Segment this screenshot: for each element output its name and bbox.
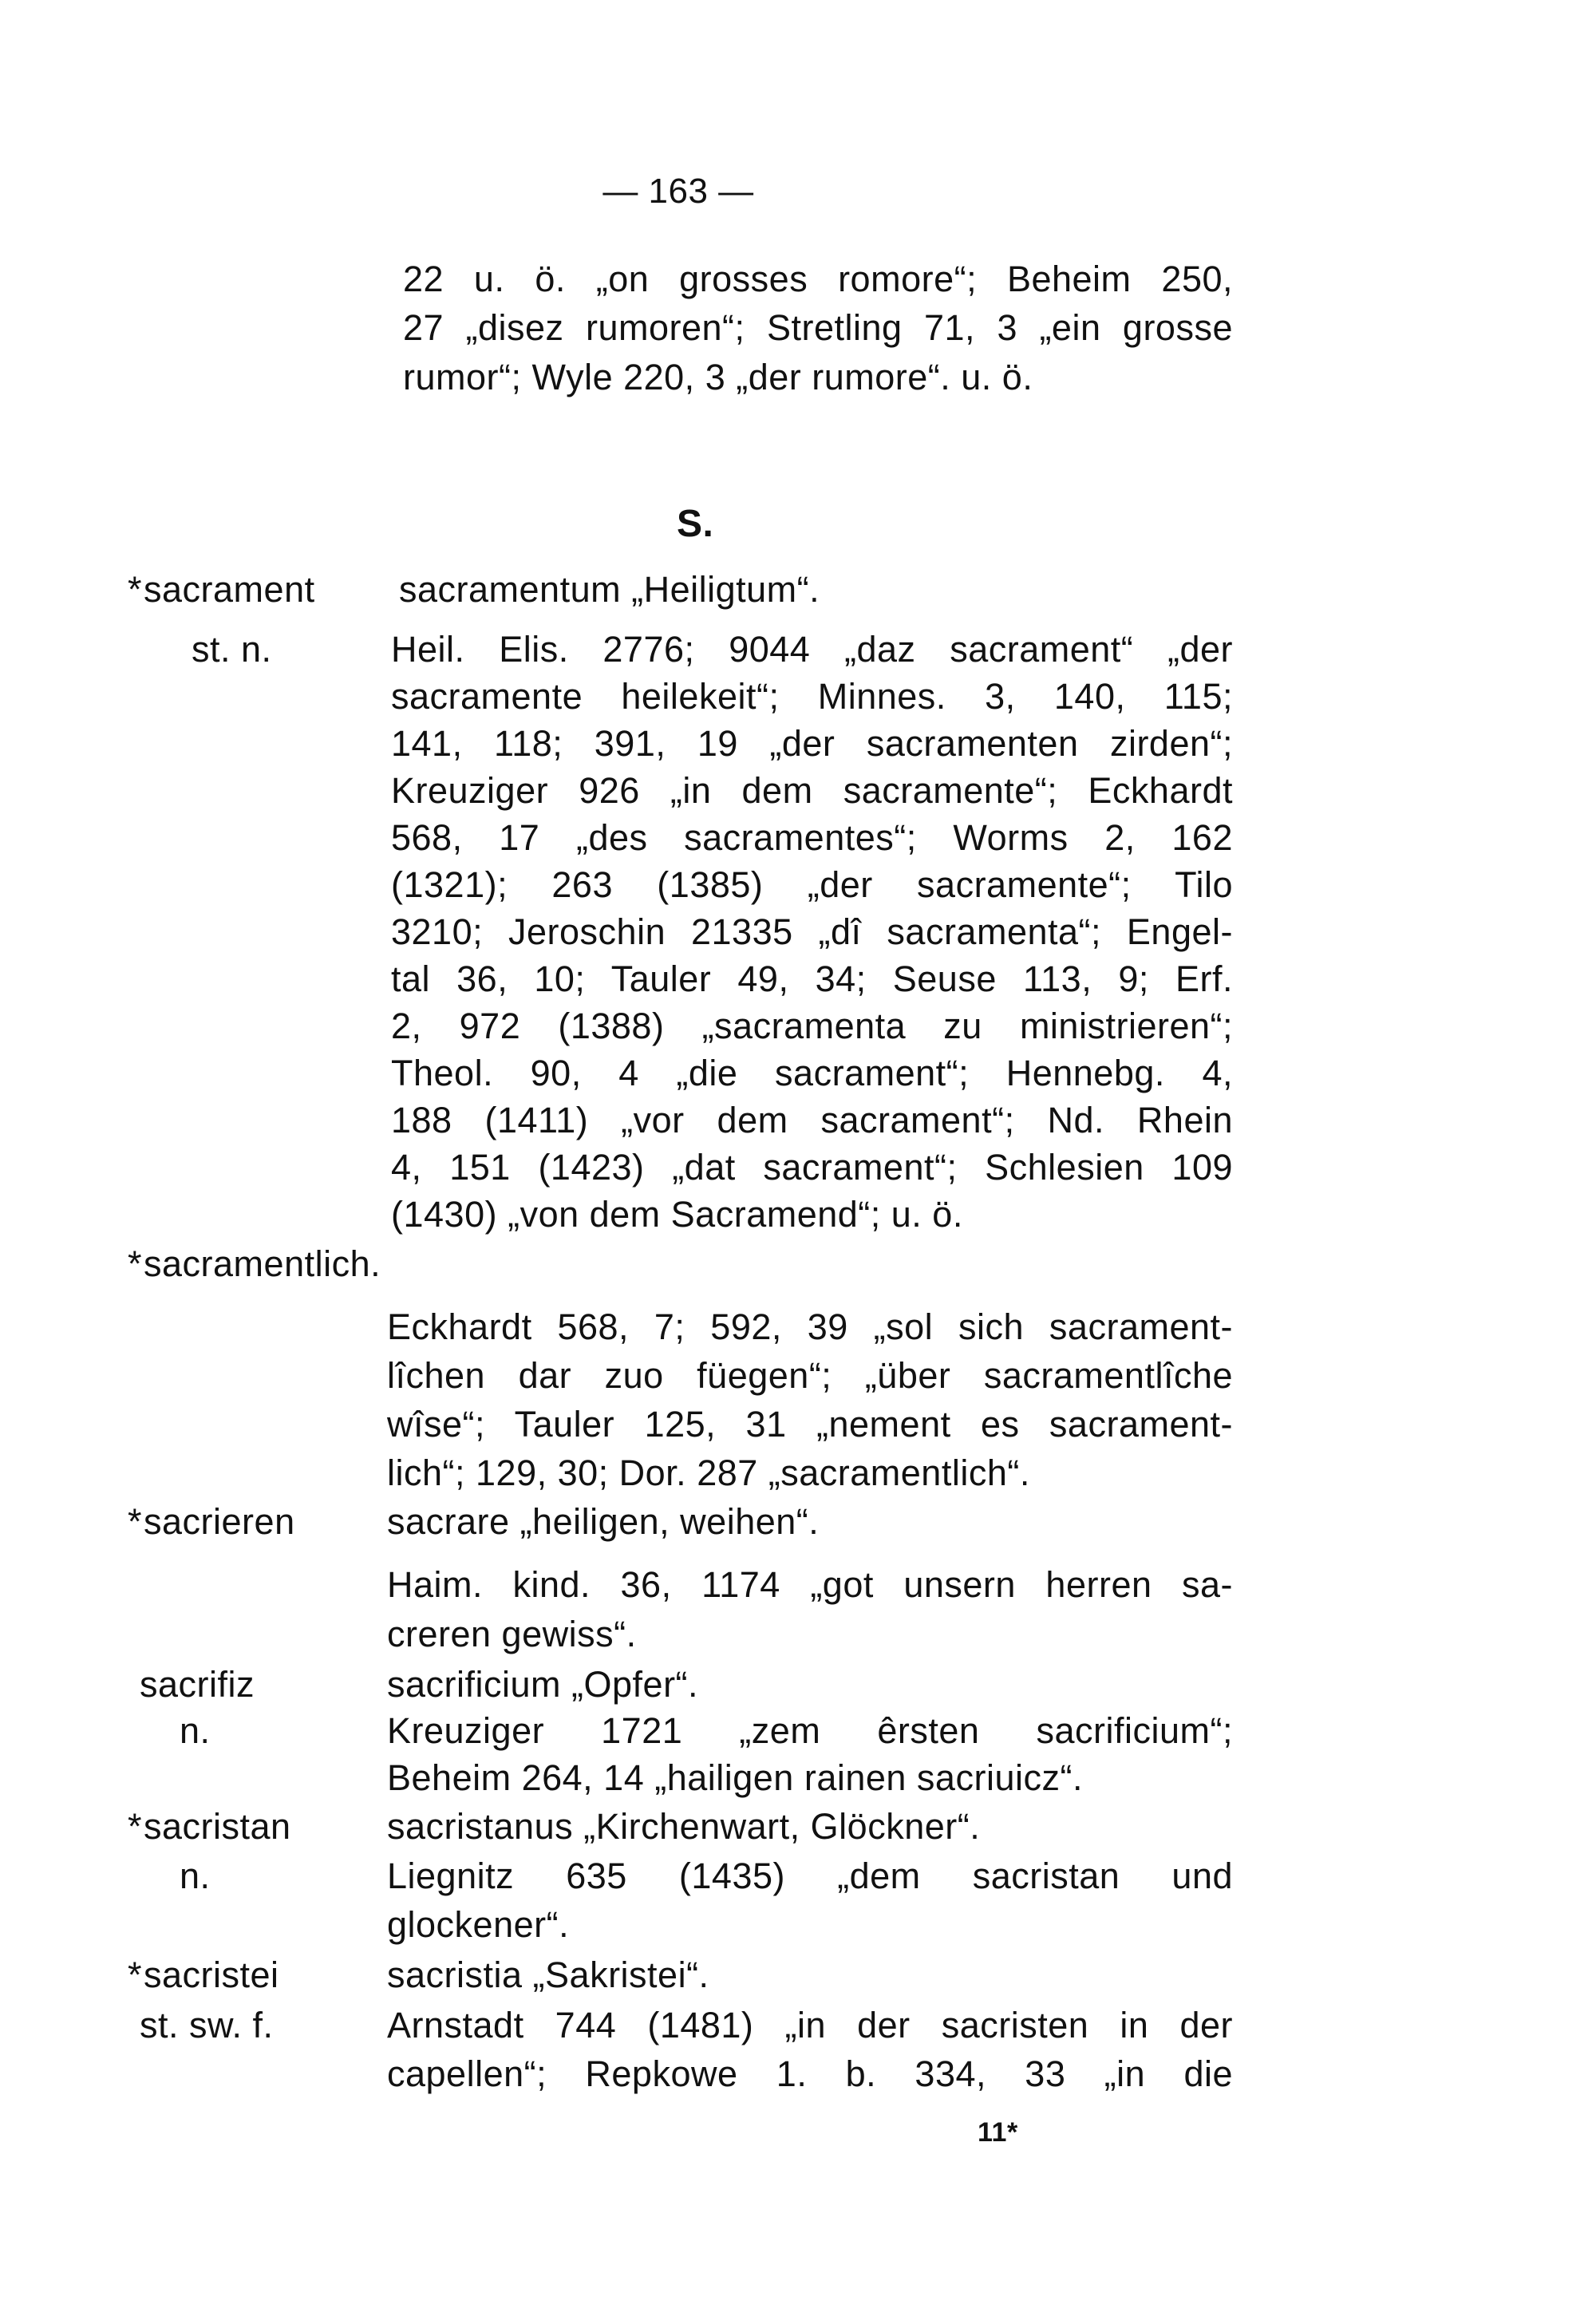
citation-line: lich“; 129, 30; Dor. 287 „sacramentlich“. [387,1452,1030,1493]
citation-line: capellen“; Repkowe 1. b. 334, 33 „in die [387,2053,1233,2094]
headword-sacramentlich [128,1243,381,1284]
citation-line: Eckhardt 568, 7; 592, 39 „sol sich sacrament- [387,1306,1233,1347]
citation-line: lîchen dar zuo füegen“; „über sacramentlîche [387,1355,1233,1396]
citation-line: Arnstadt 744 (1481) „in der sacristen in der [387,2005,1233,2045]
intro-line: 22 u. ö. „on grosses romore“; Beheim 250, [403,259,1233,299]
citation-line: wîse“; Tauler 125, 31 „nement es sacrament- [387,1404,1233,1445]
asterisk: * [128,1243,143,1284]
grammar-label: st. sw. f. [140,2005,274,2045]
headword-label: sacristei [144,1954,279,1995]
grammar-label: n. [180,1856,211,1896]
citation-line: Haim. kind. 36, 1174 „got unsern herren sa- [387,1564,1233,1605]
headword-sacristan [128,1806,291,1847]
citation-line: 568, 17 „des sacramentes“; Worms 2, 162 [391,817,1233,858]
citation-line: (1430) „von dem Sacramend“; u. ö. [391,1194,963,1235]
intro-line: 27 „disez rumoren“; Stretling 71, 3 „ein grosse [403,307,1233,348]
asterisk: * [128,1806,143,1847]
citation-line: glockener“. [387,1904,570,1945]
definition-line: sacramentum „Heiligtum“. [399,569,820,610]
headword-label: sacrament [144,569,315,610]
citation-line: 3210; Jeroschin 21335 „dî sacramenta“; Engel- [391,911,1233,952]
citation-line: tal 36, 10; Tauler 49, 34; Seuse 113, 9; Erf. [391,958,1233,999]
citation-line: 4, 151 (1423) „dat sacrament“; Schlesien 109 [391,1147,1233,1188]
asterisk: * [128,569,143,610]
citation-line: Theol. 90, 4 „die sacrament“; Hennebg. 4, [391,1053,1233,1093]
citation-line: Kreuziger 926 „in dem sacramente“; Eckhardt [391,770,1233,811]
definition-line: sacrificium „Opfer“. [387,1664,699,1705]
page-number: — 163 — [602,172,754,211]
signature-mark: 11* [978,2117,1018,2148]
grammar-label: n. [180,1710,211,1751]
citation-line: (1321); 263 (1385) „der sacramente“; Tilo [391,864,1233,905]
grammar-label: st. n. [192,629,272,670]
headword-sacrament [128,569,315,610]
citation-line: 141, 118; 391, 19 „der sacramenten zirden“; [391,723,1233,764]
definition-line: sacrare „heiligen, weihen“. [387,1501,820,1542]
citation-line: Kreuziger 1721 „zem êrsten sacrificium“; [387,1710,1233,1751]
headword-sacristei [128,1954,279,1995]
definition-line: sacristia „Sakristei“. [387,1954,709,1995]
asterisk: * [128,1954,143,1995]
citation-line: 2, 972 (1388) „sacramenta zu ministrieren“; [391,1006,1233,1046]
definition-line: sacristanus „Kirchenwart, Glöckner“. [387,1806,981,1847]
citation-line: sacramente heilekeit“; Minnes. 3, 140, 115; [391,676,1233,717]
headword-sacrieren [128,1501,295,1542]
citation-line: creren gewiss“. [387,1614,637,1654]
headword-label: sacrieren [144,1501,295,1542]
citation-line: 188 (1411) „vor dem sacrament“; Nd. Rhein [391,1100,1233,1140]
intro-line: rumor“; Wyle 220, 3 „der rumore“. u. ö. [403,357,1033,397]
headword-label: sacristan [144,1806,291,1847]
citation-line: Beheim 264, 14 „hailigen rainen sacriuicz“. [387,1757,1083,1798]
citation-line: Liegnitz 635 (1435) „dem sacristan und [387,1856,1233,1896]
citation-line: Heil. Elis. 2776; 9044 „daz sacrament“ „der [391,629,1233,670]
headword-label: sacramentlich. [144,1243,381,1284]
section-letter: S. [677,503,714,545]
headword-sacrifiz: sacrifiz [140,1664,255,1705]
asterisk: * [128,1501,143,1542]
